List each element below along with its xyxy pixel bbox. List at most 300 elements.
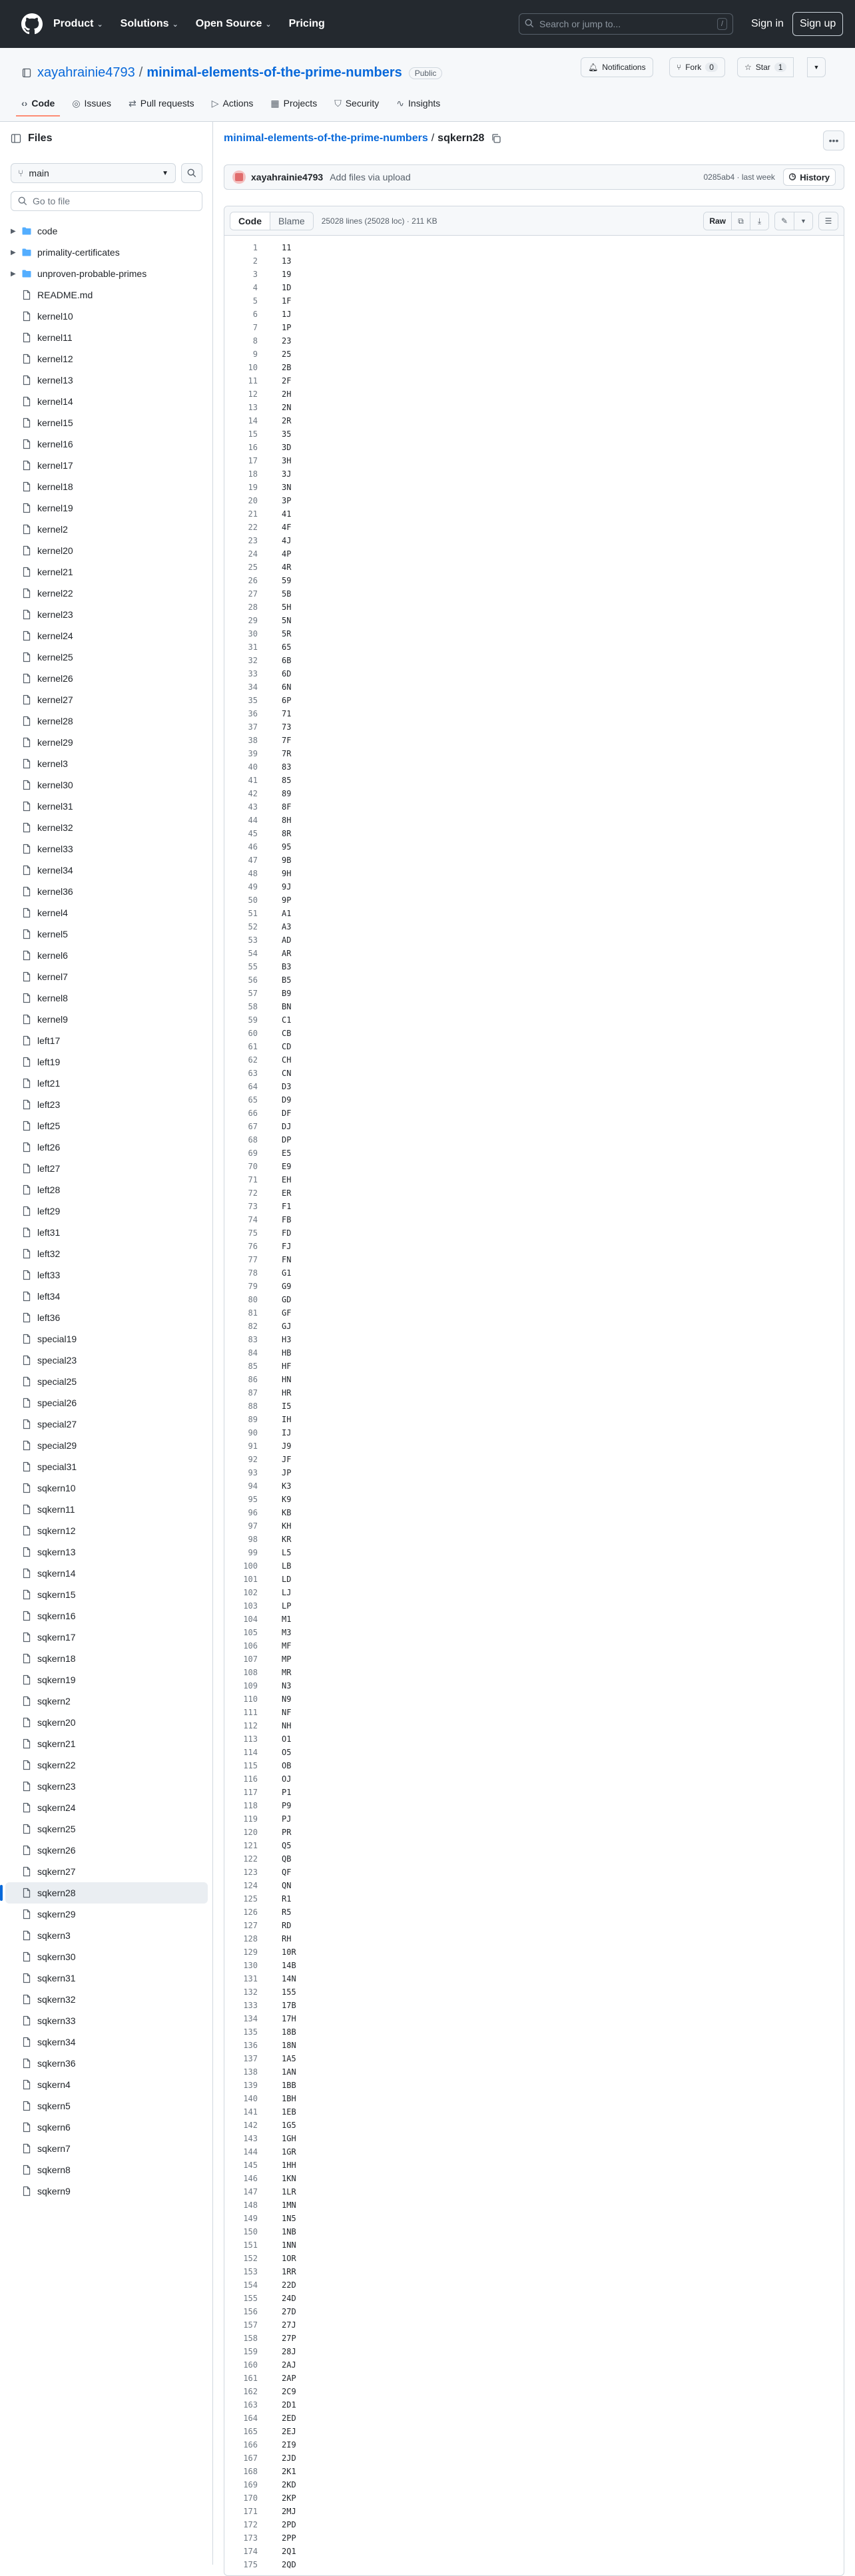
line-number[interactable]: 47 [248,856,258,865]
line-number[interactable]: 63 [248,1069,258,1078]
line-number[interactable]: 125 [243,1894,258,1904]
repo-name-link[interactable]: minimal-elements-of-the-prime-numbers [146,65,402,80]
line-number[interactable]: 37 [248,722,258,732]
tree-file-kernel10[interactable] [5,306,208,327]
tree-folder-unproven-probable-primes[interactable] [5,263,208,284]
line-number[interactable]: 4 [252,283,258,292]
line-number[interactable]: 152 [243,2254,258,2263]
line-number[interactable]: 23 [248,536,258,545]
tree-file-sqkern36[interactable] [5,2053,208,2074]
top-nav-item-pricing[interactable] [289,18,325,30]
tree-file-kernel25[interactable] [5,646,208,668]
line-number[interactable]: 28 [248,603,258,612]
tree-file-sqkern13[interactable] [5,1541,208,1563]
top-nav-item-solutions[interactable] [121,18,178,30]
line-number[interactable]: 151 [243,2240,258,2250]
tree-file-kernel9[interactable] [5,1009,208,1030]
tree-file-sqkern14[interactable] [5,1563,208,1584]
line-number[interactable]: 120 [243,1828,258,1837]
line-number[interactable]: 98 [248,1535,258,1544]
line-number[interactable]: 71 [248,1175,258,1184]
line-number[interactable]: 89 [248,1415,258,1424]
tree-file-kernel16[interactable] [5,433,208,455]
line-number[interactable]: 80 [248,1295,258,1304]
line-number[interactable]: 85 [248,1362,258,1371]
line-number[interactable]: 119 [243,1814,258,1824]
tree-file-left23[interactable] [5,1094,208,1115]
line-number[interactable]: 127 [243,1921,258,1930]
line-number[interactable]: 99 [248,1548,258,1557]
commit-message-link[interactable]: Add files via upload [330,172,411,182]
line-number[interactable]: 160 [243,2360,258,2370]
line-number[interactable]: 39 [248,749,258,758]
line-number[interactable]: 165 [243,2427,258,2436]
line-number[interactable]: 86 [248,1375,258,1384]
tree-file-special25[interactable] [5,1371,208,1392]
line-number[interactable]: 148 [243,2200,258,2210]
sign-up-button[interactable]: Sign up [792,12,843,36]
line-number[interactable]: 141 [243,2107,258,2117]
tree-file-left17[interactable] [5,1030,208,1051]
search-files-button[interactable] [181,163,202,183]
tree-folder-primality-certificates[interactable] [5,242,208,263]
line-number[interactable]: 143 [243,2134,258,2143]
line-number[interactable]: 139 [243,2081,258,2090]
line-number[interactable]: 68 [248,1135,258,1145]
line-number[interactable]: 95 [248,1495,258,1504]
line-number[interactable]: 40 [248,762,258,772]
line-number[interactable]: 124 [243,1881,258,1890]
line-number[interactable]: 104 [243,1615,258,1624]
tree-file-sqkern10[interactable] [5,1477,208,1499]
line-number[interactable]: 132 [243,1987,258,1997]
breadcrumb-repo-link[interactable]: minimal-elements-of-the-prime-numbers [224,132,428,144]
tree-file-sqkern27[interactable] [5,1861,208,1882]
line-number[interactable]: 131 [243,1974,258,1983]
tree-file-special23[interactable] [5,1350,208,1371]
line-number[interactable]: 2 [252,256,258,266]
tree-file-kernel17[interactable] [5,455,208,476]
line-number[interactable]: 9 [252,350,258,359]
line-number[interactable]: 76 [248,1242,258,1251]
line-number[interactable]: 11 [248,376,258,386]
line-number[interactable]: 16 [248,443,258,452]
top-nav-item-product[interactable] [53,18,103,30]
line-number[interactable]: 157 [243,2320,258,2330]
tree-file-kernel22[interactable] [5,583,208,604]
tab-security[interactable] [334,91,379,116]
tab-insights[interactable] [396,91,440,116]
code-view-tab[interactable]: Code [230,212,270,230]
sidebar-toggle-icon[interactable] [11,133,21,144]
line-number[interactable]: 106 [243,1641,258,1651]
tree-file-sqkern29[interactable] [5,1904,208,1925]
tree-file-sqkern5[interactable] [5,2095,208,2117]
line-number[interactable]: 138 [243,2067,258,2077]
line-number[interactable]: 175 [243,2560,258,2569]
tree-file-kernel3[interactable] [5,753,208,774]
line-number[interactable]: 168 [243,2467,258,2476]
tree-file-kernel14[interactable] [5,391,208,412]
line-number[interactable]: 133 [243,2001,258,2010]
line-number[interactable]: 105 [243,1628,258,1637]
line-number[interactable]: 158 [243,2334,258,2343]
line-number[interactable]: 169 [243,2480,258,2489]
blame-view-tab[interactable]: Blame [270,212,313,230]
fork-button[interactable] [669,57,725,77]
line-number[interactable]: 107 [243,1655,258,1664]
line-number[interactable]: 30 [248,629,258,639]
tree-file-sqkern15[interactable] [5,1584,208,1605]
tree-file-sqkern28[interactable] [5,1882,208,1904]
line-number[interactable]: 137 [243,2054,258,2063]
tree-file-left19[interactable] [5,1051,208,1073]
symbols-icon[interactable]: ☰ [819,212,838,230]
tree-file-left25[interactable] [5,1115,208,1137]
commit-author-link[interactable]: xayahrainie4793 [251,172,324,182]
line-number[interactable]: 10 [248,363,258,372]
tree-file-kernel32[interactable] [5,817,208,838]
line-number[interactable]: 154 [243,2280,258,2290]
tab-actions[interactable] [212,91,254,116]
tree-file-sqkern11[interactable] [5,1499,208,1520]
line-number[interactable]: 12 [248,389,258,399]
avatar[interactable] [232,170,246,184]
branch-selector[interactable] [11,163,176,183]
tree-file-sqkern16[interactable] [5,1605,208,1627]
line-number[interactable]: 36 [248,709,258,718]
tree-file-sqkern19[interactable] [5,1669,208,1690]
download-icon[interactable]: ⤓ [750,212,768,230]
tree-file-left21[interactable] [5,1073,208,1094]
tree-file-left28[interactable] [5,1179,208,1200]
history-button[interactable] [783,168,836,186]
tree-file-left31[interactable] [5,1222,208,1243]
line-number[interactable]: 145 [243,2161,258,2170]
tree-file-kernel8[interactable] [5,987,208,1009]
tree-file-kernel21[interactable] [5,561,208,583]
tree-file-sqkern30[interactable] [5,1946,208,1967]
line-number[interactable]: 60 [248,1029,258,1038]
go-to-file-input[interactable] [11,191,202,211]
pencil-icon[interactable]: ✎ [775,212,794,230]
line-number[interactable]: 101 [243,1575,258,1584]
tree-file-kernel29[interactable] [5,732,208,753]
tree-file-left34[interactable] [5,1286,208,1307]
line-number[interactable]: 50 [248,896,258,905]
tree-file-sqkern33[interactable] [5,2010,208,2031]
line-number[interactable]: 66 [248,1109,258,1118]
tree-file-sqkern24[interactable] [5,1797,208,1818]
tree-file-sqkern34[interactable] [5,2031,208,2053]
line-number[interactable]: 164 [243,2414,258,2423]
line-number[interactable]: 17 [248,456,258,465]
line-number[interactable]: 161 [243,2374,258,2383]
tree-file-sqkern26[interactable] [5,1840,208,1861]
chevron-down-icon[interactable]: ▼ [794,212,812,230]
line-number[interactable]: 142 [243,2121,258,2130]
line-number[interactable]: 20 [248,496,258,505]
line-number[interactable]: 108 [243,1668,258,1677]
line-number[interactable]: 53 [248,935,258,945]
tree-file-kernel27[interactable] [5,689,208,710]
line-number[interactable]: 112 [243,1721,258,1730]
line-number[interactable]: 174 [243,2547,258,2556]
top-nav-item-open-source[interactable] [196,18,272,30]
star-dropdown-button[interactable] [807,57,826,77]
tree-file-kernel20[interactable] [5,540,208,561]
line-number[interactable]: 26 [248,576,258,585]
line-number[interactable]: 74 [248,1215,258,1224]
tree-file-kernel19[interactable] [5,497,208,519]
more-options-button[interactable] [823,130,844,150]
line-number[interactable]: 173 [243,2533,258,2543]
line-number[interactable]: 96 [248,1508,258,1517]
line-number[interactable]: 117 [243,1788,258,1797]
tree-folder-code[interactable] [5,220,208,242]
line-number[interactable]: 134 [243,2014,258,2023]
tree-file-kernel30[interactable] [5,774,208,796]
line-number[interactable]: 54 [248,949,258,958]
tree-file-kernel2[interactable] [5,519,208,540]
line-number[interactable]: 103 [243,1601,258,1611]
tree-file-kernel24[interactable] [5,625,208,646]
sign-in-link[interactable]: Sign in [751,18,784,29]
tab-pull-requests[interactable] [129,91,194,116]
line-number[interactable]: 57 [248,989,258,998]
line-number[interactable]: 144 [243,2147,258,2157]
github-logo-icon[interactable] [21,13,43,35]
line-number[interactable]: 75 [248,1228,258,1238]
line-number[interactable]: 81 [248,1308,258,1318]
line-number[interactable]: 77 [248,1255,258,1264]
tree-file-sqkern7[interactable] [5,2138,208,2159]
line-number[interactable]: 171 [243,2507,258,2516]
tree-file-sqkern18[interactable] [5,1648,208,1669]
tree-file-sqkern8[interactable] [5,2159,208,2181]
line-number[interactable]: 166 [243,2440,258,2449]
line-number[interactable]: 87 [248,1388,258,1398]
tree-file-special29[interactable] [5,1435,208,1456]
line-number[interactable]: 21 [248,509,258,519]
tree-file-sqkern2[interactable] [5,1690,208,1712]
line-number[interactable]: 27 [248,589,258,599]
line-number[interactable]: 43 [248,802,258,812]
line-number[interactable]: 51 [248,909,258,918]
line-number[interactable]: 33 [248,669,258,678]
line-number[interactable]: 90 [248,1428,258,1437]
line-number[interactable]: 147 [243,2187,258,2196]
tree-file-readme-md[interactable] [5,284,208,306]
tree-file-kernel11[interactable] [5,327,208,348]
tab-issues[interactable] [72,91,111,116]
tree-file-left26[interactable] [5,1137,208,1158]
line-number[interactable]: 35 [248,696,258,705]
tree-file-sqkern20[interactable] [5,1712,208,1733]
copy-path-icon[interactable] [491,133,501,144]
tree-file-kernel5[interactable] [5,923,208,945]
line-number[interactable]: 118 [243,1801,258,1810]
line-number[interactable]: 109 [243,1681,258,1690]
line-number[interactable]: 150 [243,2227,258,2236]
line-number[interactable]: 3 [252,270,258,279]
line-number[interactable]: 19 [248,483,258,492]
tab-projects[interactable] [270,91,317,116]
tree-file-kernel6[interactable] [5,945,208,966]
line-number[interactable]: 111 [243,1708,258,1717]
line-number[interactable]: 44 [248,816,258,825]
line-number[interactable]: 130 [243,1961,258,1970]
tree-file-sqkern21[interactable] [5,1733,208,1754]
tree-file-special26[interactable] [5,1392,208,1414]
tree-file-kernel34[interactable] [5,860,208,881]
tree-file-sqkern32[interactable] [5,1989,208,2010]
line-number[interactable]: 159 [243,2347,258,2356]
line-number[interactable]: 162 [243,2387,258,2396]
line-number[interactable]: 146 [243,2174,258,2183]
star-button[interactable] [737,57,794,77]
line-number[interactable]: 69 [248,1149,258,1158]
line-number[interactable]: 121 [243,1841,258,1850]
line-number[interactable]: 31 [248,643,258,652]
line-number[interactable]: 62 [248,1055,258,1065]
line-number[interactable]: 34 [248,682,258,692]
line-number[interactable]: 82 [248,1322,258,1331]
line-number[interactable]: 64 [248,1082,258,1091]
tree-file-sqkern9[interactable] [5,2181,208,2202]
line-number[interactable]: 25 [248,563,258,572]
line-number[interactable]: 153 [243,2267,258,2276]
tree-file-kernel26[interactable] [5,668,208,689]
line-number[interactable]: 163 [243,2400,258,2410]
line-number[interactable]: 55 [248,962,258,971]
tree-file-kernel36[interactable] [5,881,208,902]
tree-file-left29[interactable] [5,1200,208,1222]
line-number[interactable]: 83 [248,1335,258,1344]
line-number[interactable]: 18 [248,469,258,479]
line-number[interactable]: 116 [243,1774,258,1784]
line-number[interactable]: 5 [252,296,258,306]
line-number[interactable]: 6 [252,310,258,319]
line-number[interactable]: 84 [248,1348,258,1358]
tree-file-kernel23[interactable] [5,604,208,625]
line-number[interactable]: 88 [248,1402,258,1411]
tree-file-sqkern6[interactable] [5,2117,208,2138]
tree-file-special19[interactable] [5,1328,208,1350]
line-number[interactable]: 97 [248,1521,258,1531]
line-number[interactable]: 91 [248,1441,258,1451]
line-number[interactable]: 100 [243,1561,258,1571]
line-number[interactable]: 38 [248,736,258,745]
line-number[interactable]: 123 [243,1868,258,1877]
line-number[interactable]: 1 [252,243,258,252]
tree-file-kernel13[interactable] [5,370,208,391]
line-number[interactable]: 24 [248,549,258,559]
line-number[interactable]: 52 [248,922,258,931]
line-number[interactable]: 115 [243,1761,258,1770]
line-number[interactable]: 65 [248,1095,258,1105]
line-number[interactable]: 67 [248,1122,258,1131]
line-number[interactable]: 149 [243,2214,258,2223]
line-number[interactable]: 72 [248,1188,258,1198]
line-number[interactable]: 114 [243,1748,258,1757]
tree-file-sqkern4[interactable] [5,2074,208,2095]
tree-file-sqkern22[interactable] [5,1754,208,1776]
line-number[interactable]: 49 [248,882,258,892]
line-number[interactable]: 92 [248,1455,258,1464]
tree-file-sqkern25[interactable] [5,1818,208,1840]
line-number[interactable]: 32 [248,656,258,665]
line-number[interactable]: 59 [248,1015,258,1025]
tree-file-kernel15[interactable] [5,412,208,433]
line-number[interactable]: 70 [248,1162,258,1171]
line-number[interactable]: 14 [248,416,258,425]
line-number[interactable]: 45 [248,829,258,838]
line-number[interactable]: 122 [243,1854,258,1864]
line-number[interactable]: 170 [243,2493,258,2503]
commit-sha-and-time[interactable]: 0285ab4 · last week [703,172,775,182]
line-number[interactable]: 61 [248,1042,258,1051]
line-number[interactable]: 129 [243,1947,258,1957]
repo-owner-link[interactable]: xayahrainie4793 [37,65,135,80]
tree-file-left36[interactable] [5,1307,208,1328]
tree-file-sqkern12[interactable] [5,1520,208,1541]
line-number[interactable]: 29 [248,616,258,625]
tree-file-kernel31[interactable] [5,796,208,817]
tree-file-sqkern3[interactable] [5,1925,208,1946]
copy-raw-icon[interactable]: ⧉ [731,212,750,230]
tree-file-left32[interactable] [5,1243,208,1264]
line-number[interactable]: 48 [248,869,258,878]
line-number[interactable]: 78 [248,1268,258,1278]
line-number[interactable]: 58 [248,1002,258,1011]
tree-file-kernel28[interactable] [5,710,208,732]
tree-file-kernel7[interactable] [5,966,208,987]
line-number[interactable]: 15 [248,429,258,439]
tree-file-kernel12[interactable] [5,348,208,370]
tree-file-left33[interactable] [5,1264,208,1286]
line-number[interactable]: 136 [243,2041,258,2050]
line-number[interactable]: 56 [248,975,258,985]
tree-file-sqkern17[interactable] [5,1627,208,1648]
tree-file-special27[interactable] [5,1414,208,1435]
line-number[interactable]: 13 [248,403,258,412]
line-number[interactable]: 156 [243,2307,258,2316]
tree-file-kernel4[interactable] [5,902,208,923]
line-number[interactable]: 135 [243,2027,258,2037]
line-number[interactable]: 110 [243,1694,258,1704]
line-number[interactable]: 73 [248,1202,258,1211]
line-number[interactable]: 46 [248,842,258,852]
line-number[interactable]: 42 [248,789,258,798]
line-number[interactable]: 128 [243,1934,258,1943]
line-number[interactable]: 172 [243,2520,258,2529]
global-search-input[interactable] [519,13,733,35]
line-number[interactable]: 79 [248,1282,258,1291]
line-number[interactable]: 155 [243,2294,258,2303]
tree-file-special31[interactable] [5,1456,208,1477]
line-number[interactable]: 167 [243,2453,258,2463]
line-number[interactable]: 41 [248,776,258,785]
raw-button[interactable]: Raw [704,212,731,230]
notifications-button[interactable] [581,57,653,77]
line-number[interactable]: 113 [243,1734,258,1744]
tree-file-left27[interactable] [5,1158,208,1179]
line-number[interactable]: 22 [248,523,258,532]
line-number[interactable]: 93 [248,1468,258,1477]
tree-file-sqkern31[interactable] [5,1967,208,1989]
line-number[interactable]: 8 [252,336,258,346]
